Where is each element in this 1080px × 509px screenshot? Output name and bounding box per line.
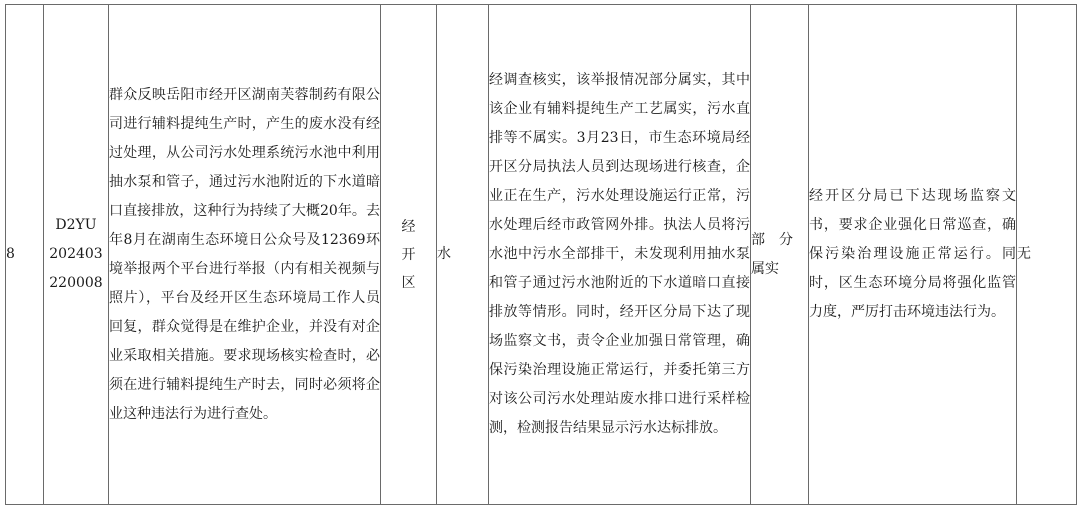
verdict-line: 部 分 [751, 231, 793, 248]
table-row [6, 5, 1077, 505]
verdict-line: 属实 [751, 260, 779, 277]
case-code-line: 202403 [49, 246, 103, 262]
complaint-content-cell: 群众反映岳阳市经开区湖南芙蓉制药有限公司进行辅料提纯生产时，产生的废水没有经过处理，从公司污水处理系统污水池中利用抽水泵和管子，通过污水池附近的下水道暗口直接排放，这种行为持续了大概20年。去年8月在湖南生态环境日公众号及12369环境举报两个平台进行举报（内有相关视频与照片），平台及经开区生态环境局工作人员回复，群众觉得是在维护企业，并没有对企业采取相关措施。要求现场核实检查时，必须在进行辅料提纯生产时去，同时必须将企业这种违法行为进行查处。 [109, 5, 381, 505]
pollution-type-cell: 水 [437, 5, 489, 505]
area-char: 经 [401, 218, 416, 235]
complaint-record-table [5, 4, 1077, 505]
area-char: 区 [401, 274, 416, 291]
area-char: 开 [401, 246, 416, 263]
handling-measures-cell: 经开区分局已下达现场监察文书，要求企业强化日常巡查，确保污染治理设施正常运行。同时，区生态环境分局将强化监管力度，严厉打击环境违法行为。 [809, 5, 1017, 505]
verification-verdict-cell [751, 5, 809, 505]
sequence-number-cell: 8 [6, 5, 44, 505]
case-code-line: 220008 [49, 275, 103, 291]
case-code-line: D2YU [55, 217, 97, 233]
case-code-cell [44, 5, 109, 505]
accountability-cell: 无 [1017, 5, 1077, 505]
investigation-result-cell: 经调查核实，该举报情况部分属实，其中该企业有辅料提纯生产工艺属实，污水直排等不属实。3月23日，市生态环境局经开区分局执法人员到达现场进行核查，企业正在生产，污水处理设施运行正常，污水处理后经市政管网外排。执法人员将污水池中污水全部排干，未发现利用抽水泵和管子通过污水池附近的下水道暗口直接排放等情形。同时，经开区分局下达了现场监察文书，责令企业加强日常管理，确保污染治理设施正常运行，并委托第三方对该公司污水处理站废水排口进行采样检测，检测报告结果显示污水达标排放。 [489, 5, 751, 505]
administrative-area-cell [381, 5, 437, 505]
